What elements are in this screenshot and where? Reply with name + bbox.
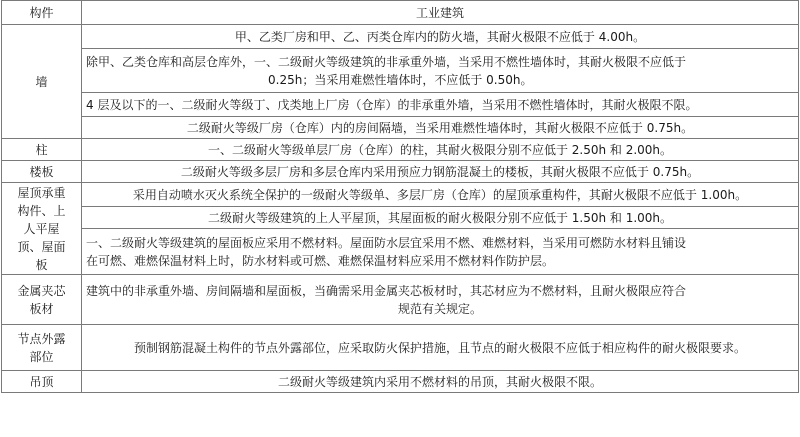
table-row [2, 93, 799, 117]
wall-requirement-1: 甲、乙类厂房和甲、乙、丙类仓库内的防火墙，其耐火极限不应低于 4.00h。 [82, 25, 799, 49]
fire-resistance-table [1, 0, 799, 393]
wall-requirement-3: 4 层及以下的一、二级耐火等级丁、戊类地上厂房（仓库）的非承重外墙，当采用不燃性墙体时，其耐火极限不限。 [82, 93, 799, 117]
roof-requirement-3-line-2: 在可燃、难燃保温材料上时，防水材料或可燃、难燃保温材料应采用不燃材料作防护层。 [86, 253, 555, 268]
component-exposed-joint [2, 325, 82, 371]
wall-requirement-4: 二级耐火等级厂房（仓库）内的房间隔墙，当采用难燃性墙体时，其耐火极限不应低于 0.75h。 [82, 117, 799, 139]
table-row [2, 325, 799, 371]
ceiling-requirement-1: 二级耐火等级建筑内采用不燃材料的吊顶，其耐火极限不限。 [82, 371, 799, 393]
wall-requirement-2 [82, 49, 799, 93]
metal-requirement-1-line-1: 建筑中的非承重外墙、房间隔墙和屋面板，当确需采用金属夹芯板材时，其芯材应为不燃材料，且耐火极限应符合 [86, 283, 687, 298]
roof-label-line-4: 顶、屋面 [17, 239, 66, 254]
node-label-line-1: 节点外露 [17, 331, 66, 346]
component-roof [2, 183, 82, 275]
roof-requirement-3 [82, 229, 799, 275]
roof-label-line-3: 人平屋 [23, 221, 60, 236]
metal-label-line-1: 金属夹芯 [17, 283, 66, 298]
roof-label-line-1: 屋顶承重 [17, 185, 66, 200]
roof-requirement-3-line-1: 一、二级耐火等级建筑的屋面板应采用不燃材料。屋面防水层宜采用不燃、难燃材料，当采用可燃防水材料且铺设 [86, 235, 687, 250]
roof-requirement-1: 采用自动喷水灭火系统全保护的一级耐火等级单、多层厂房（仓库）的屋顶承重构件，其耐火极限不应低于 1.00h。 [82, 183, 799, 207]
roof-requirement-2: 二级耐火等级建筑的上人平屋顶，其屋面板的耐火极限分别不应低于 1.50h 和 1.00h。 [82, 207, 799, 229]
roof-label-line-2: 构件、上 [17, 203, 66, 218]
node-label-line-2: 部位 [29, 349, 54, 364]
table-row [2, 275, 799, 325]
table-row [2, 25, 799, 49]
header-component: 构件 [2, 1, 82, 25]
table-row [2, 229, 799, 275]
table-row [2, 207, 799, 229]
floor-requirement-1: 二级耐火等级多层厂房和多层仓库内采用预应力钢筋混凝土的楼板，其耐火极限不应低于 0.75h。 [82, 161, 799, 183]
header-industrial-building: 工业建筑 [82, 1, 799, 25]
component-wall: 墙 [2, 25, 82, 139]
table-row [2, 161, 799, 183]
component-column: 柱 [2, 139, 82, 161]
component-metal-sandwich-panel [2, 275, 82, 325]
node-requirement-1: 预制钢筋混凝土构件的节点外露部位，应采取防火保护措施，且节点的耐火极限不应低于相应构件的耐火极限要求。 [82, 325, 799, 371]
component-ceiling: 吊顶 [2, 371, 82, 393]
table-row [2, 183, 799, 207]
roof-label-line-5: 板 [35, 257, 48, 272]
table-row [2, 371, 799, 393]
wall-requirement-2-line-2: 0.25h；当采用难燃性墙体时，不应低于 0.50h。 [268, 72, 533, 87]
metal-requirement-1 [82, 275, 799, 325]
component-floor: 楼板 [2, 161, 82, 183]
wall-requirement-2-line-1: 除甲、乙类仓库和高层仓库外，一、二级耐火等级建筑的非承重外墙，当采用不燃性墙体时，其耐火极限不应低于 [86, 54, 687, 69]
table-row [2, 117, 799, 139]
table-header-row [2, 1, 799, 25]
metal-label-line-2: 板材 [29, 301, 54, 316]
column-requirement-1: 一、二级耐火等级单层厂房（仓库）的柱，其耐火极限分别不应低于 2.50h 和 2.00h。 [82, 139, 799, 161]
metal-requirement-1-line-2: 规范有关规定。 [397, 301, 482, 316]
table-row [2, 139, 799, 161]
table-row [2, 49, 799, 93]
